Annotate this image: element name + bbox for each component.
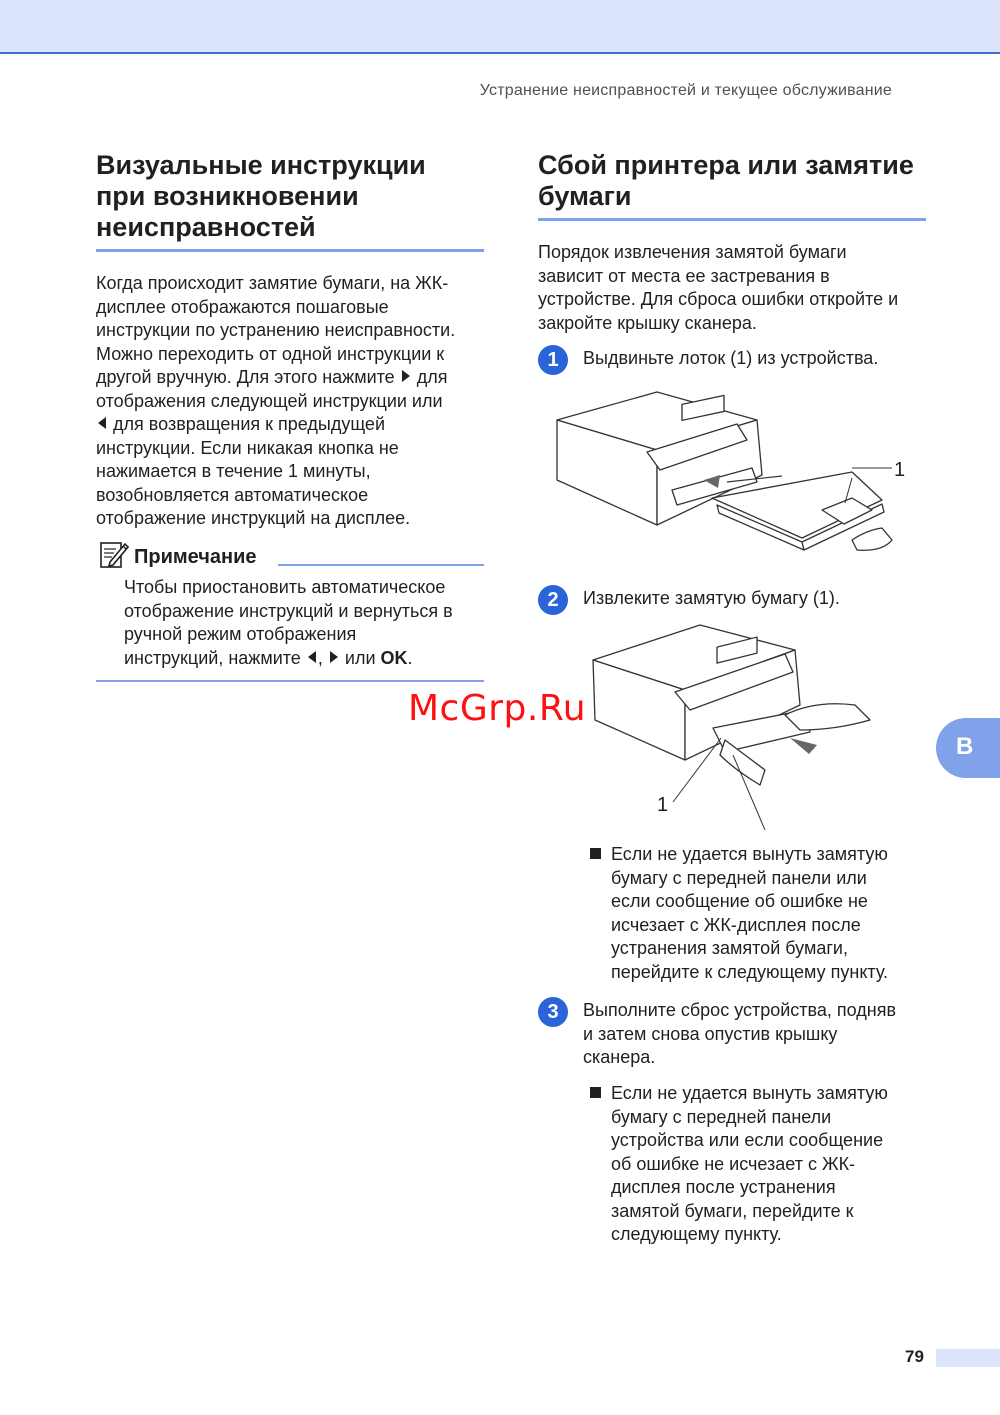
note-text-part-2: или <box>344 647 376 668</box>
paper-jam-intro: Порядок извлечения замятой бумаги зависит от места ее застревания в устройстве. Для сброса ошибки откройте и закройте крышку сканера. <box>538 242 899 333</box>
note-box <box>96 538 484 670</box>
step-number-1: 1 <box>538 345 568 375</box>
step-text-2: Извлеките замятую бумагу (1). <box>583 588 840 608</box>
paragraph-part-3: для возвращения к предыдущей инструкции. Если никакая кнопка не нажимается в течение 1 минуты, возобновляется автоматическое отображение инструкций на дисплее. <box>96 414 411 528</box>
note-rule <box>278 564 484 566</box>
section-heading-paper-jam: Сбой принтера или замятие бумаги <box>538 150 926 221</box>
step-text-3: Выполните сброс устройства, подняв и затем снова опустив крышку сканера. <box>583 1000 897 1067</box>
step-number-2: 2 <box>538 585 568 615</box>
figure-remove-jammed-paper <box>585 620 885 830</box>
right-arrow-icon <box>402 370 410 382</box>
step-text-1: Выдвиньте лоток (1) из устройства. <box>583 348 879 368</box>
bullet-square-icon <box>590 848 601 859</box>
chapter-tab <box>936 718 1000 778</box>
watermark: McGrp.Ru <box>408 688 587 729</box>
note-header <box>96 538 484 572</box>
bullet-2 <box>590 1082 920 1247</box>
note-text-end: . <box>407 647 413 668</box>
step-number-3: 3 <box>538 997 568 1027</box>
top-band <box>0 0 1000 54</box>
left-arrow-icon <box>98 417 106 429</box>
note-title: Примечание <box>134 546 257 568</box>
figure-pull-out-tray <box>552 380 912 560</box>
bullet-text-2: Если не удается вынуть замятую бумагу с передней панели устройства или если сообщение об ошибке не исчезает с ЖК- дисплея после устранения замятой бумаги, перейдите к следующему пункту. <box>611 1083 888 1244</box>
paragraph-part-1: Когда происходит замятие бумаги, на ЖК- дисплее отображаются пошаговые инструкции по устранению неисправности. Можно переходить от одной инструкции к другой вручную. Для этого нажмите <box>96 273 456 387</box>
bullet-1 <box>590 843 920 983</box>
note-text-part-1: Чтобы приостановить автоматическое отображение инструкций и вернуться в ручной режим отображения инструкций, нажмите <box>124 577 453 668</box>
paragraph-part-2: для отображения следующей инструкции или <box>96 367 448 411</box>
visual-instructions-paragraph <box>96 272 484 531</box>
note-separator: , <box>317 647 323 668</box>
right-column <box>538 150 926 335</box>
bullet-text-1: Если не удается вынуть замятую бумагу с передней панели или если сообщение об ошибке не исчезает с ЖК-дисплея после устранения замятой бумаги, перейдите к следующему пункту. <box>611 844 889 982</box>
page-number-band <box>936 1349 1000 1367</box>
figure-2-callout: 1 <box>657 794 669 816</box>
figure-1-callout: 1 <box>894 459 906 481</box>
ok-button-label: OK <box>380 647 408 668</box>
left-column <box>96 150 484 531</box>
bullet-square-icon <box>590 1087 601 1098</box>
chapter-tab-label: B <box>956 733 974 760</box>
note-text <box>124 576 484 670</box>
running-head: Устранение неисправностей и текущее обслуживание <box>479 82 892 99</box>
note-pencil-icon <box>98 538 130 570</box>
page-number: 79 <box>905 1347 924 1366</box>
left-arrow-icon <box>308 651 316 663</box>
section-heading-visual-instructions: Визуальные инструкции при возникновении неисправностей <box>96 150 484 252</box>
note-bottom-rule <box>96 680 484 682</box>
right-arrow-icon <box>330 651 338 663</box>
